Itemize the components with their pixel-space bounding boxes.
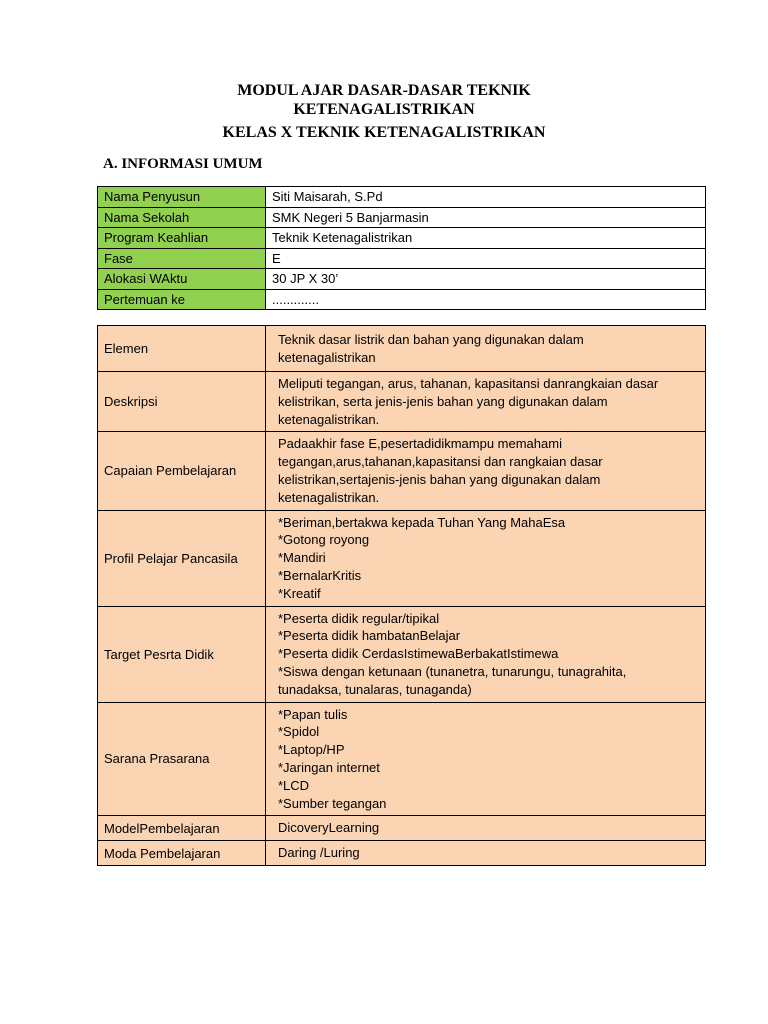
detail-value-line: Meliputi tegangan, arus, tahanan, kapasitansi danrangkaian dasar [278,376,659,391]
detail-value-line: kelistrikan, serta jenis-jenis bahan yang digunakan dalam [278,393,608,409]
detail-value [266,702,706,816]
detail-label: Profil Pelajar Pancasila [98,510,266,606]
info-row [98,187,706,208]
detail-label: Moda Pembelajaran [98,841,266,866]
detail-value [266,816,706,841]
detail-label: Capaian Pembelajaran [98,432,266,510]
info-value: E [266,248,706,269]
info-label: Fase [98,248,266,269]
detail-value-line: DicoveryLearning [278,820,380,836]
info-label: Program Keahlian [98,228,266,249]
detail-value-line: *Peserta didik regular/tipikal [278,610,440,626]
detail-value-line: ketenagalistrikan [278,349,376,365]
detail-value-line: ketenagalistrikan. [278,489,380,505]
detail-value-line: Teknik dasar listrik dan bahan yang digunakan dalam [278,331,584,347]
detail-value-line: Padaakhir fase E,pesertadidikmampu memahami [278,436,562,452]
info-row [98,289,706,310]
detail-value [266,326,706,372]
detail-value-line: *Jaringan internet [278,759,380,775]
detail-value-line: *Beriman,bertakwa kepada Tuhan Yang MahaEsa [278,514,566,530]
detail-row [98,702,706,816]
detail-value-line: *Gotong royong [278,532,370,548]
detail-value-line: kelistrikan,sertajenis-jenis bahan yang digunakan dalam [278,471,601,487]
detail-value-line: tunadaksa, tunalaras, tunaganda) [278,681,472,697]
detail-value-line: *BernalarKritis [278,567,362,583]
detail-value-line: Daring /Luring [278,845,360,861]
detail-label: Elemen [98,326,266,372]
detail-row [98,841,706,866]
info-row [98,248,706,269]
detail-value-line: *Sumber tegangan [278,795,387,811]
detail-label: Deskripsi [98,372,266,432]
document-title-line-3: KELAS X TEKNIK KETENAGALISTRIKAN [222,124,546,141]
detail-row [98,510,706,606]
document-title-line-1: MODUL AJAR DASAR-DASAR TEKNIK [237,82,531,99]
detail-value-line: *LCD [278,777,310,793]
info-row [98,207,706,228]
detail-label: Sarana Prasarana [98,702,266,816]
info-table [97,186,706,310]
detail-value-line: *Peserta didik CerdasIstimewaBerbakatIstimewa [278,646,559,662]
info-value: Teknik Ketenagalistrikan [266,228,706,249]
detail-value [266,372,706,432]
section-heading: A. INFORMASI UMUM [103,156,263,172]
info-value: ............. [266,289,706,310]
info-value: 30 JP X 30’ [266,269,706,290]
detail-value-line: *Siswa dengan ketunaan (tunanetra, tunarungu, tunagrahita, [278,663,627,679]
info-value: Siti Maisarah, S.Pd [266,187,706,208]
detail-value [266,510,706,606]
detail-value [266,841,706,866]
info-value: SMK Negeri 5 Banjarmasin [266,207,706,228]
detail-value-line: *Spidol [278,724,320,740]
detail-label: ModelPembelajaran [98,816,266,841]
info-label: Alokasi WAktu [98,269,266,290]
detail-row [98,372,706,432]
detail-value-line: tegangan,arus,tahanan,kapasitansi dan rangkaian dasar [278,454,603,470]
detail-value-line: *Papan tulis [278,706,348,722]
detail-value-line: *Mandiri [278,550,326,566]
detail-value-line: *Laptop/HP [278,742,345,758]
detail-value-line: ketenagalistrikan. [278,411,380,427]
info-label: Pertemuan ke [98,289,266,310]
detail-value-line: *Kreatif [278,585,321,601]
detail-row [98,326,706,372]
detail-value [266,432,706,510]
detail-label: Target Pesrta Didik [98,606,266,702]
detail-row [98,816,706,841]
detail-row [98,432,706,510]
info-row [98,228,706,249]
info-row [98,269,706,290]
detail-row [98,606,706,702]
document-title-line-2: KETENAGALISTRIKAN [293,101,475,118]
info-label: Nama Penyusun [98,187,266,208]
info-label: Nama Sekolah [98,207,266,228]
detail-value-line: *Peserta didik hambatanBelajar [278,628,461,644]
detail-table [97,325,706,866]
detail-value [266,606,706,702]
